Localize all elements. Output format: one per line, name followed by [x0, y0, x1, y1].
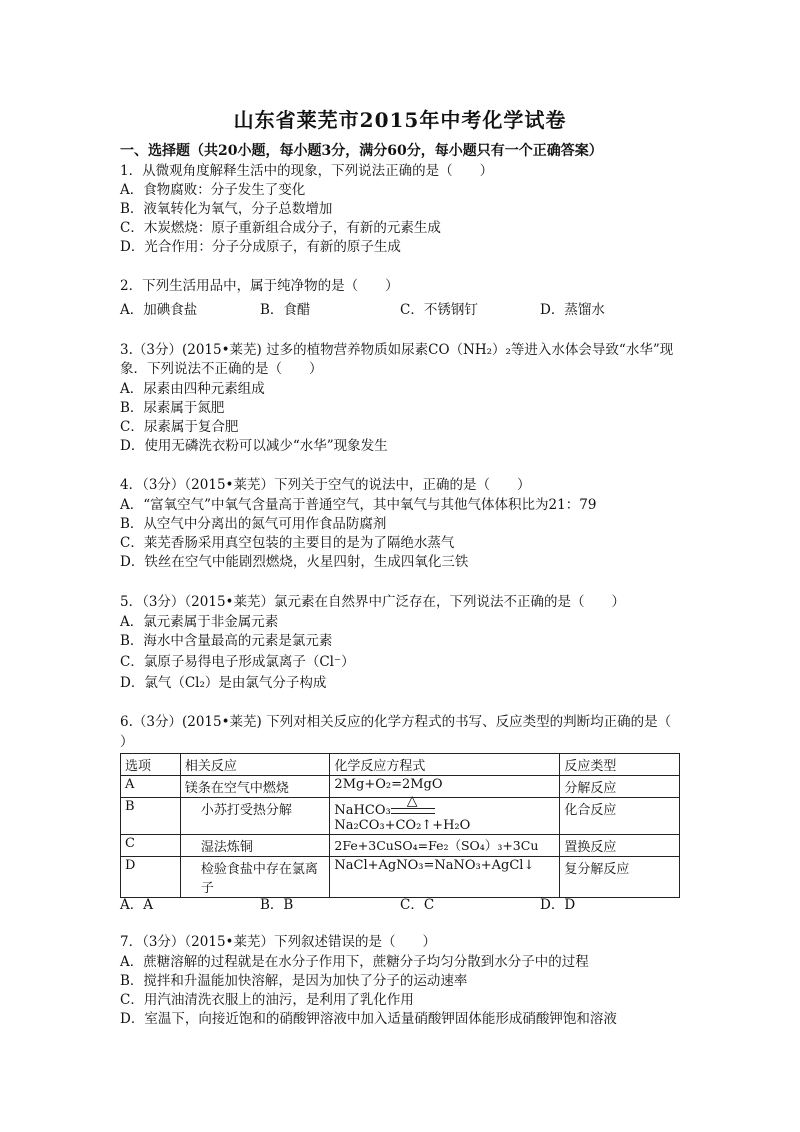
- table-header-cell: 化学反应方程式: [330, 754, 560, 776]
- q2-option-b: B．食醋: [260, 302, 311, 318]
- q6-option-a: A．A: [120, 897, 153, 913]
- reactant-text: NaHCO₃: [334, 803, 391, 818]
- q1-option-c: C．木炭燃烧：原子重新组合成分子，有新的元素生成: [120, 220, 441, 236]
- q6-stem-line2: ）: [120, 734, 134, 750]
- section-heading: 一、选择题（共20小题，每小题3分，满分60分，每小题只有一个正确答案）: [120, 143, 603, 159]
- table-cell: 化合反应: [560, 798, 680, 835]
- table-header-row: [121, 754, 680, 776]
- q4-option-c: C．莱芜香肠采用真空包装的主要目的是为了隔绝水蒸气: [120, 535, 455, 551]
- product-text: Na₂CO₃+CO₂↑+H₂O: [334, 818, 471, 833]
- q5-option-d: D．氯气（Cl₂）是由氯气分子构成: [120, 675, 327, 691]
- table-cell: 复分解反应: [560, 857, 680, 898]
- q3-option-b: B．尿素属于氮肥: [120, 400, 225, 416]
- q3-option-d: D．使用无磷洗衣粉可以减少“水华”现象发生: [120, 438, 388, 454]
- q1-option-a: A．食物腐败：分子发生了变化: [120, 182, 306, 198]
- q6-option-c: C．C: [400, 897, 435, 913]
- table-cell: NaCl+AgNO₃=NaNO₃+AgCl↓: [330, 857, 560, 898]
- q2-option-c: C．不锈钢钉: [400, 302, 478, 318]
- q3-stem-line2: 象．下列说法不正确的是（ ）: [120, 361, 323, 377]
- q6-stem-line1: 6.（3分）(2015•莱芜) 下列对相关反应的化学方程式的书写、反应类型的判断均正确的是（: [120, 714, 672, 730]
- table-cell: 镁条在空气中燃烧: [180, 776, 330, 798]
- table-header-cell: 相关反应: [180, 754, 330, 776]
- q7-option-d: D．室温下，向接近饱和的硝酸钾溶液中加入适量硝酸钾固体能形成硝酸钾饱和溶液: [120, 1011, 617, 1027]
- q4-stem: 4．（3分）（2015•莱芜）下列关于空气的说法中，正确的是（ ）: [120, 477, 531, 493]
- q2-stem: 2．下列生活用品中，属于纯净物的是（ ）: [120, 278, 399, 294]
- table-cell: C: [121, 835, 181, 857]
- q3-option-a: A．尿素由四种元素组成: [120, 381, 265, 397]
- table-cell: 小苏打受热分解: [180, 798, 330, 835]
- table-cell: 检验食盐中存在氯离子: [180, 857, 330, 898]
- table-cell: 置换反应: [560, 835, 680, 857]
- q2-option-a: A．加碘食盐: [120, 302, 198, 318]
- reaction-table: [120, 753, 680, 898]
- table-header-cell: 选项: [121, 754, 181, 776]
- table-cell: D: [121, 857, 181, 898]
- table-row: [121, 798, 680, 835]
- table-cell: 2Fe+3CuSO₄=Fe₂（SO₄）₃+3Cu: [330, 835, 560, 857]
- q4-option-d: D．铁丝在空气中能剧烈燃烧，火星四射，生成四氧化三铁: [120, 554, 469, 570]
- heat-condition-icon: △: [406, 792, 418, 809]
- q2-option-d: D．蒸馏水: [540, 302, 605, 318]
- q5-option-b: B．海水中含量最高的元素是氯元素: [120, 633, 333, 649]
- q1-option-b: B．液氧转化为氧气，分子总数增加: [120, 201, 333, 217]
- q7-stem: 7．（3分）（2015•莱芜）下列叙述错误的是（ ）: [120, 934, 436, 950]
- q5-option-a: A．氯元素属于非金属元素: [120, 614, 279, 630]
- table-row: [121, 857, 680, 898]
- q3-stem-line1: 3.（3分）(2015•莱芜) 过多的植物营养物质如尿素CO（NH₂）₂等进入水体会导致“水华”现: [120, 342, 674, 358]
- q7-option-b: B．搅拌和升温能加快溶解，是因为加快了分子的运动速率: [120, 973, 468, 989]
- table-row: [121, 835, 680, 857]
- table-cell: 分解反应: [560, 776, 680, 798]
- q4-option-b: B．从空气中分离出的氮气可用作食品防腐剂: [120, 516, 387, 532]
- equals-sign: [391, 792, 435, 814]
- equation-cell: [330, 792, 560, 835]
- q5-option-c: C．氯原子易得电子形成氯离子（Cl⁻）: [120, 654, 355, 670]
- table-row: [121, 776, 680, 798]
- q6-option-d: D．D: [540, 897, 576, 913]
- table-cell: B: [121, 798, 181, 835]
- q5-stem: 5．（3分）（2015•莱芜）氯元素在自然界中广泛存在，下列说法不正确的是（ ）: [120, 594, 625, 610]
- q7-option-a: A．蔗糖溶解的过程就是在水分子作用下，蔗糖分子均匀分散到水分子中的过程: [120, 954, 589, 970]
- q6-option-b: B．B: [260, 897, 294, 913]
- table-cell: 湿法炼铜: [180, 835, 330, 857]
- table-header-cell: 反应类型: [560, 754, 680, 776]
- exam-title: 山东省莱芜市2015年中考化学试卷: [233, 108, 567, 132]
- q3-option-c: C．尿素属于复合肥: [120, 419, 239, 435]
- q4-option-a: A．“富氧空气”中氧气含量高于普通空气，其中氧气与其他气体体积比为21：79: [120, 497, 597, 513]
- q1-stem: 1．从微观角度解释生活中的现象，下列说法正确的是（ ）: [120, 163, 494, 179]
- table-cell: 2Mg+O₂=2MgO: [330, 776, 560, 798]
- q7-option-c: C．用汽油清洗衣服上的油污，是利用了乳化作用: [120, 992, 414, 1008]
- table-cell: A: [121, 776, 181, 798]
- q1-option-d: D．光合作用：分子分成原子，有新的原子生成: [120, 239, 401, 255]
